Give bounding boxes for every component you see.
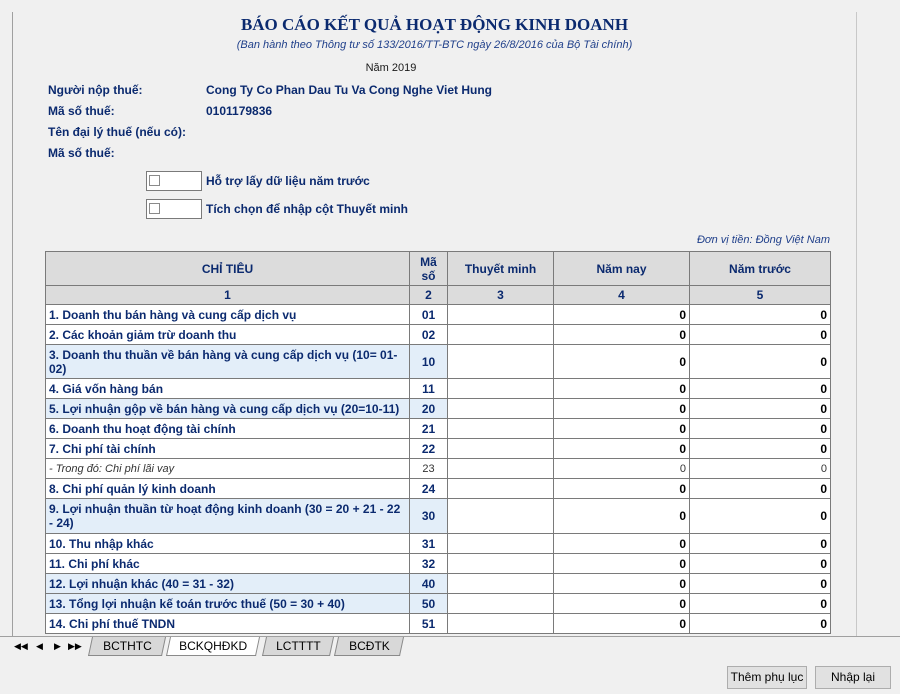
row-note-cell[interactable] bbox=[448, 345, 554, 379]
row-previous-year-cell[interactable]: 0 bbox=[690, 554, 831, 574]
row-previous-year-cell[interactable]: 0 bbox=[690, 499, 831, 534]
row-note-cell[interactable] bbox=[448, 419, 554, 439]
row-name: 13. Tổng lợi nhuận kế toán trước thuế (50 = 30 + 40) bbox=[46, 594, 410, 614]
row-name: 5. Lợi nhuận gộp về bán hàng và cung cấp dịch vụ (20=10-11) bbox=[46, 399, 410, 419]
prev-year-checkbox[interactable] bbox=[146, 171, 202, 191]
row-name: 12. Lợi nhuận khác (40 = 31 - 32) bbox=[46, 574, 410, 594]
table-row bbox=[46, 439, 831, 459]
first-sheet-icon[interactable]: ◀◀ bbox=[14, 641, 28, 651]
table-row bbox=[46, 534, 831, 554]
row-code: 01 bbox=[410, 305, 448, 325]
report-title: BÁO CÁO KẾT QUẢ HOẠT ĐỘNG KINH DOANH bbox=[240, 15, 629, 34]
row-name: 2. Các khoản giảm trừ doanh thu bbox=[46, 325, 410, 345]
row-current-year-cell[interactable]: 0 bbox=[554, 305, 690, 325]
tax-code-value: 0101179836 bbox=[206, 104, 273, 118]
row-note-cell[interactable] bbox=[448, 499, 554, 534]
sheet-tab-bar bbox=[0, 636, 900, 657]
row-previous-year-cell[interactable]: 0 bbox=[690, 534, 831, 554]
table-header-row bbox=[46, 252, 831, 286]
row-note-cell[interactable] bbox=[448, 305, 554, 325]
row-code: 24 bbox=[410, 479, 448, 499]
table-row bbox=[46, 419, 831, 439]
row-code: 32 bbox=[410, 554, 448, 574]
table-row bbox=[46, 614, 831, 634]
notes-option bbox=[146, 199, 408, 219]
row-previous-year-cell[interactable]: 0 bbox=[690, 345, 831, 379]
row-name: 6. Doanh thu hoạt động tài chính bbox=[46, 419, 410, 439]
row-code: 51 bbox=[410, 614, 448, 634]
table-row bbox=[46, 594, 831, 614]
table-row bbox=[46, 479, 831, 499]
report-subtitle: (Ban hành theo Thông tư số 133/2016/TT-BTC ngày 26/8/2016 của Bộ Tài chính) bbox=[236, 39, 633, 51]
row-name: 11. Chi phí khác bbox=[46, 554, 410, 574]
tab-bcthtc[interactable] bbox=[88, 637, 166, 656]
header-nam-truoc: Năm trước bbox=[690, 252, 831, 286]
row-note-cell[interactable] bbox=[448, 439, 554, 459]
row-code: 10 bbox=[410, 345, 448, 379]
notes-checkbox[interactable] bbox=[146, 199, 202, 219]
report-document bbox=[12, 12, 857, 636]
tab-label: BCKQHĐKD bbox=[179, 639, 248, 653]
taxpayer-name-label: Người nộp thuế: bbox=[48, 83, 143, 97]
action-bar bbox=[0, 657, 900, 694]
table-row bbox=[46, 574, 831, 594]
row-current-year-cell[interactable]: 0 bbox=[554, 614, 690, 634]
row-current-year-cell[interactable]: 0 bbox=[554, 594, 690, 614]
row-code: 11 bbox=[410, 379, 448, 399]
prev-year-label: Hỗ trợ lấy dữ liệu năm trước bbox=[206, 174, 370, 188]
row-current-year-cell[interactable]: 0 bbox=[554, 499, 690, 534]
row-code: 31 bbox=[410, 534, 448, 554]
column-number-row bbox=[46, 286, 831, 305]
row-current-year-cell[interactable]: 0 bbox=[554, 325, 690, 345]
column-number: 1 bbox=[46, 286, 410, 305]
report-year: Năm 2019 bbox=[365, 62, 417, 74]
row-name: 1. Doanh thu bán hàng và cung cấp dịch vụ bbox=[46, 305, 410, 325]
row-note-cell[interactable] bbox=[448, 325, 554, 345]
table-row bbox=[46, 325, 831, 345]
table-row bbox=[46, 345, 831, 379]
row-code: 22 bbox=[410, 439, 448, 459]
row-code: 50 bbox=[410, 594, 448, 614]
row-note-cell[interactable] bbox=[448, 614, 554, 634]
row-current-year-cell[interactable]: 0 bbox=[554, 379, 690, 399]
row-previous-year-cell[interactable]: 0 bbox=[690, 379, 831, 399]
next-sheet-icon[interactable]: ▶ bbox=[54, 641, 61, 651]
row-current-year-cell[interactable]: 0 bbox=[554, 399, 690, 419]
row-name: 4. Giá vốn hàng bán bbox=[46, 379, 410, 399]
table-row bbox=[46, 399, 831, 419]
row-current-year-cell[interactable]: 0 bbox=[554, 419, 690, 439]
header-chi-tieu: CHỈ TIÊU bbox=[46, 252, 410, 286]
row-previous-year-cell[interactable]: 0 bbox=[690, 439, 831, 459]
taxpayer-name-value: Cong Ty Co Phan Dau Tu Va Cong Nghe Viet Hung bbox=[206, 83, 493, 97]
row-code: 23 bbox=[410, 459, 448, 479]
add-appendix-button[interactable]: Thêm phụ lục bbox=[727, 666, 807, 689]
row-code: 21 bbox=[410, 419, 448, 439]
row-name: 7. Chi phí tài chính bbox=[46, 439, 410, 459]
column-number: 4 bbox=[554, 286, 690, 305]
row-note-cell[interactable] bbox=[448, 399, 554, 419]
table-row bbox=[46, 379, 831, 399]
row-name: 8. Chi phí quản lý kinh doanh bbox=[46, 479, 410, 499]
row-note-cell[interactable] bbox=[448, 379, 554, 399]
column-number: 2 bbox=[410, 286, 448, 305]
row-current-year-cell[interactable]: 0 bbox=[554, 459, 690, 479]
row-name: 14. Chi phí thuế TNDN bbox=[46, 614, 410, 634]
header-nam-nay: Năm nay bbox=[554, 252, 690, 286]
right-panel bbox=[856, 12, 900, 636]
tax-agent-label: Tên đại lý thuế (nếu có): bbox=[48, 125, 187, 139]
row-note-cell[interactable] bbox=[448, 594, 554, 614]
tab-label: BCTHTC bbox=[102, 639, 152, 653]
row-name: 10. Thu nhập khác bbox=[46, 534, 410, 554]
row-previous-year-cell[interactable]: 0 bbox=[690, 305, 831, 325]
table-row bbox=[46, 459, 831, 479]
tab-bcdtk[interactable] bbox=[334, 637, 404, 656]
notes-label: Tích chọn để nhập cột Thuyết minh bbox=[206, 202, 409, 216]
tax-code-label: Mã số thuế: bbox=[48, 104, 115, 118]
table-row bbox=[46, 499, 831, 534]
tab-bckqhdkd[interactable] bbox=[166, 637, 260, 656]
row-code: 30 bbox=[410, 499, 448, 534]
reenter-button[interactable]: Nhập lại bbox=[815, 666, 891, 689]
row-name: 9. Lợi nhuận thuần từ hoạt động kinh doanh (30 = 20 + 21 - 22 - 24) bbox=[46, 499, 410, 534]
row-note-cell[interactable] bbox=[448, 479, 554, 499]
row-current-year-cell[interactable]: 0 bbox=[554, 554, 690, 574]
prev-year-option bbox=[146, 171, 370, 191]
tab-label: BCĐTK bbox=[348, 639, 390, 653]
column-number: 3 bbox=[448, 286, 554, 305]
row-previous-year-cell[interactable]: 0 bbox=[690, 325, 831, 345]
row-previous-year-cell[interactable]: 0 bbox=[690, 594, 831, 614]
row-note-cell[interactable] bbox=[448, 534, 554, 554]
row-current-year-cell[interactable]: 0 bbox=[554, 534, 690, 554]
tax-agent-code-label: Mã số thuế: bbox=[48, 146, 115, 160]
row-name: - Trong đó: Chi phí lãi vay bbox=[46, 459, 410, 479]
header-ma-so: Mã số bbox=[410, 252, 448, 286]
row-code: 20 bbox=[410, 399, 448, 419]
header-thuyet-minh: Thuyết minh bbox=[448, 252, 554, 286]
column-number: 5 bbox=[690, 286, 831, 305]
currency-unit-note: Đơn vị tiền: Đồng Việt Nam bbox=[696, 234, 830, 246]
row-current-year-cell[interactable]: 0 bbox=[554, 345, 690, 379]
row-previous-year-cell[interactable]: 0 bbox=[690, 459, 831, 479]
tab-lctttt[interactable] bbox=[262, 637, 334, 656]
row-code: 02 bbox=[410, 325, 448, 345]
row-note-cell[interactable] bbox=[448, 574, 554, 594]
table-row bbox=[46, 305, 831, 325]
row-code: 40 bbox=[410, 574, 448, 594]
row-previous-year-cell[interactable]: 0 bbox=[690, 574, 831, 594]
tab-label: LCTTTT bbox=[275, 639, 321, 653]
prev-sheet-icon[interactable]: ◀ bbox=[36, 641, 43, 651]
row-previous-year-cell[interactable]: 0 bbox=[690, 399, 831, 419]
row-note-cell[interactable] bbox=[448, 459, 554, 479]
income-statement-table bbox=[45, 251, 831, 634]
last-sheet-icon[interactable]: ▶▶ bbox=[68, 641, 82, 651]
row-previous-year-cell[interactable]: 0 bbox=[690, 614, 831, 634]
row-current-year-cell[interactable]: 0 bbox=[554, 479, 690, 499]
row-note-cell[interactable] bbox=[448, 554, 554, 574]
row-current-year-cell[interactable]: 0 bbox=[554, 574, 690, 594]
row-previous-year-cell[interactable]: 0 bbox=[690, 479, 831, 499]
table-row bbox=[46, 554, 831, 574]
row-previous-year-cell[interactable]: 0 bbox=[690, 419, 831, 439]
row-current-year-cell[interactable]: 0 bbox=[554, 439, 690, 459]
row-name: 3. Doanh thu thuần về bán hàng và cung cấp dịch vụ (10= 01-02) bbox=[46, 345, 410, 379]
